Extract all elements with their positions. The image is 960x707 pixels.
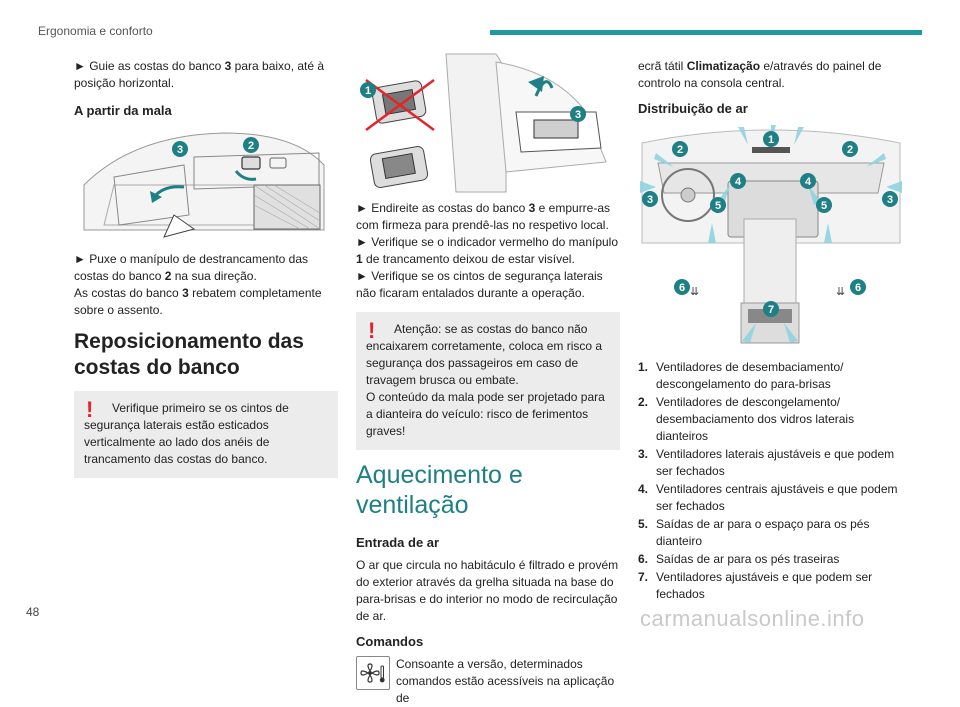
latch-indicator-visible-icon bbox=[366, 80, 434, 130]
callout-4-left-label: 4 bbox=[734, 176, 742, 188]
list-item: 3. Ventiladores laterais ajustáveis e que podem ser fechados bbox=[638, 447, 895, 478]
list-item: 6. Saídas de ar para os pés traseiras bbox=[638, 552, 840, 566]
header-accent-bar bbox=[490, 30, 922, 35]
callout-5-left-label: 5 bbox=[714, 200, 722, 212]
callout-2-right-label: 2 bbox=[846, 144, 854, 156]
section-heading-mala: A partir da mala bbox=[74, 103, 172, 118]
callout-4-right-label: 4 bbox=[804, 176, 812, 188]
warning-text-1: Atenção: se as costas do banco não encaixarem corretamente, coloca em risco a segurança dos passageiros em caso de travagem brusca ou embate. bbox=[366, 322, 603, 387]
sub-heading-air-intake: Entrada de ar bbox=[356, 535, 440, 550]
svg-text:⇊: ⇊ bbox=[836, 285, 846, 298]
climate-fan-icon bbox=[356, 656, 390, 690]
warning-icon: ! bbox=[86, 397, 94, 422]
callout-3-label: 3 bbox=[574, 109, 582, 121]
svg-text:⇊: ⇊ bbox=[690, 285, 700, 298]
latch-indicator-hidden-icon bbox=[369, 146, 428, 189]
callout-6-right-label: 6 bbox=[854, 282, 862, 294]
controls-text: Consoante a versão, determinados comandos estão acessíveis na aplicação de bbox=[396, 657, 615, 705]
warning-text: Verifique primeiro se os cintos de segurança laterais estão esticados verticalmente ao lado dos anéis de trancamento das costas do banco. bbox=[84, 401, 289, 466]
callout-5-right-label: 5 bbox=[820, 200, 828, 212]
watermark: carmanualsonline.info bbox=[640, 606, 865, 631]
warning-box-belts bbox=[74, 391, 338, 478]
sub-heading-air-distribution: Distribuição de ar bbox=[638, 101, 748, 116]
callout-6-left-label: 6 bbox=[678, 282, 686, 294]
column-middle bbox=[356, 52, 620, 707]
controls-row bbox=[356, 656, 620, 707]
callout-2-label: 2 bbox=[247, 140, 255, 152]
heading-reposition: Reposicionamento das costas do banco bbox=[74, 330, 304, 379]
step-pull-handle: ► Puxe o manípulo de destrancamento das costas do banco 2 na sua direção. bbox=[74, 252, 309, 283]
seat-latch-illustration bbox=[356, 52, 620, 196]
step-raise-seatback: ► Endireite as costas do banco 3 e empurre-as com firmeza para prendê-las no respetivo local. bbox=[356, 201, 611, 232]
sub-heading-controls: Comandos bbox=[356, 634, 424, 649]
callout-7-label: 7 bbox=[767, 304, 775, 316]
column-right bbox=[638, 58, 904, 604]
warning-box-seatback bbox=[356, 312, 620, 450]
air-intake-text: O ar que circula no habitáculo é filtrado e provém do exterior através da grelha situada na base do para-brisas e do interior no modo de recirculação de ar. bbox=[356, 558, 619, 623]
air-distribution-illustration bbox=[638, 123, 904, 349]
callout-1-label: 1 bbox=[767, 134, 775, 146]
list-item: 7. Ventiladores ajustáveis e que podem ser fechados bbox=[638, 570, 873, 601]
figure-air-distribution bbox=[638, 123, 904, 349]
callout-3-right-label: 3 bbox=[886, 194, 894, 206]
step-check-belts: ► Verifique se os cintos de segurança laterais não ficaram entalados durante a operação. bbox=[356, 269, 603, 300]
callout-3-label: 3 bbox=[176, 144, 184, 156]
step-check-indicator: ► Verifique se o indicador vermelho do manípulo 1 de trancamento deixou de estar visível. bbox=[356, 235, 619, 266]
step-seatback-folds: As costas do banco 3 rebatem completamente sobre o assento. bbox=[74, 286, 322, 317]
vent-legend-list bbox=[638, 359, 904, 603]
controls-continued-text: ecrã tátil Climatização e/através do painel de controlo na consola central. bbox=[638, 59, 882, 90]
list-item: 1. Ventiladores de desembaciamento/ descongelamento do para-brisas bbox=[638, 360, 844, 391]
list-item: 4. Ventiladores centrais ajustáveis e que podem ser fechados bbox=[638, 482, 898, 513]
column-left bbox=[74, 58, 338, 488]
figure-trunk-release bbox=[74, 125, 338, 243]
callout-1-label: 1 bbox=[364, 85, 372, 97]
running-header: Ergonomia e conforto bbox=[38, 24, 153, 38]
page-number: 48 bbox=[26, 605, 40, 619]
warning-text-2: O conteúdo da mala pode ser projetado para a dianteira do veículo: risco de ferimentos graves! bbox=[366, 390, 605, 438]
callout-2-left-label: 2 bbox=[676, 144, 684, 156]
callout-3-left-label: 3 bbox=[646, 194, 654, 206]
warning-icon: ! bbox=[368, 318, 376, 343]
figure-seat-latch bbox=[356, 52, 620, 196]
list-item: 5. Saídas de ar para o espaço para os pés dianteiro bbox=[638, 517, 870, 548]
intro-paragraph: ► Guie as costas do banco 3 para baixo, até à posição horizontal. bbox=[74, 59, 325, 90]
trunk-release-illustration bbox=[74, 125, 338, 243]
list-item: 2. Ventiladores de descongelamento/ desembaciamento dos vidros laterais dianteiros bbox=[638, 395, 855, 443]
heading-heating-ventilation: Aquecimento e ventilação bbox=[356, 461, 523, 519]
